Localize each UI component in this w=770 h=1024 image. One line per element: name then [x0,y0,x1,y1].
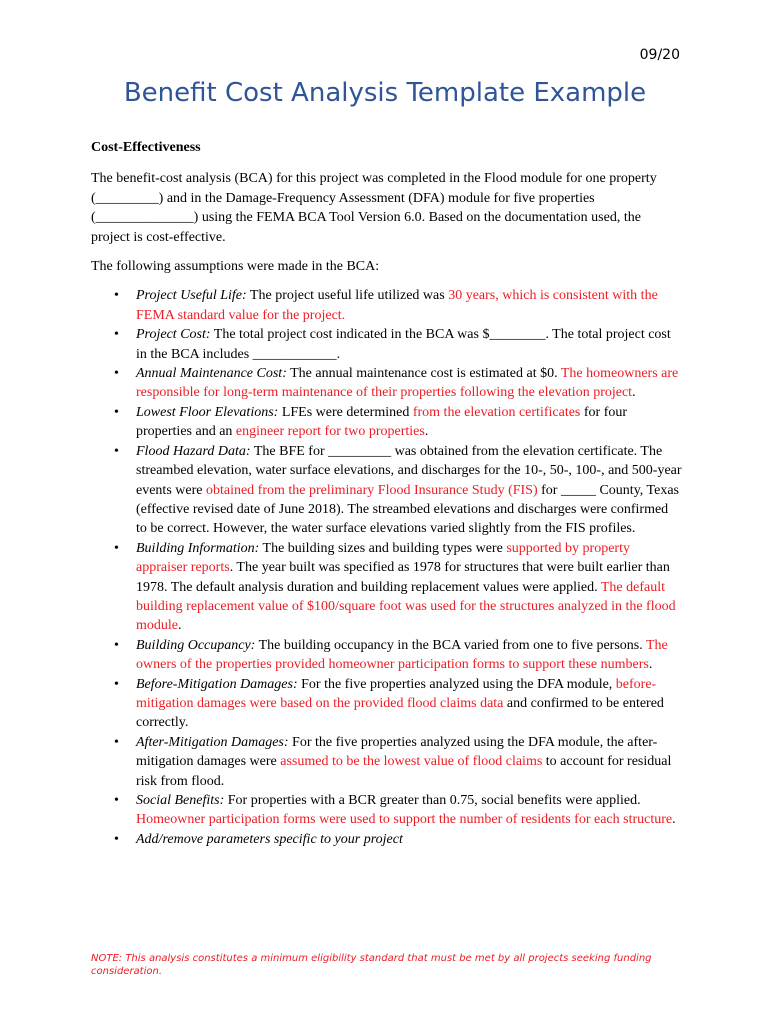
assumption-text: . [424,424,429,440]
assumption-item [114,442,682,539]
assumption-list [91,286,682,849]
highlighted-text: before-mitigation damages were based on the provided flood claims data [136,676,657,711]
assumption-text: for _____ County, Texas (effective revised date of June 2018). The streambed elevations and discharges were confirmed to be correct. However, the water surface elevations varied slightly from the FIS profiles. [136,482,679,537]
highlighted-text: 30 years, which is consistent with the FEMA standard value for the project. [136,288,658,323]
highlighted-text: The homeowners are responsible for long-term maintenance of their properties following the elevation project [136,366,679,401]
highlighted-text: from the elevation certificates [412,404,581,420]
bullet-icon: • [114,366,119,382]
bullet-icon: • [114,676,119,692]
assumption-item [114,364,682,403]
assumption-label: Add/remove parameters specific to your project [136,831,403,847]
assumption-text: for four properties and an [136,404,628,440]
highlighted-text: The default building replacement value of $100/square foot was used for the structures analyzed in the flood module [136,579,676,634]
assumption-label: Building Information: [136,540,260,556]
document-body [91,138,682,849]
assumption-label: Lowest Floor Elevations: [136,404,279,420]
assumption-label: Building Occupancy: [136,637,256,653]
assumption-text: For the five properties analyzed using the DFA module, the after-mitigation damages were [136,734,658,770]
assumption-text: to account for residual risk from flood. [136,754,672,789]
assumption-item [114,675,682,733]
assumption-item [114,791,682,830]
assumption-text: The project useful life utilized was [246,288,449,304]
assumption-label: Social Benefits: [136,793,225,808]
bullet-icon: • [114,734,119,750]
bullet-icon: • [114,443,119,459]
intro-paragraph: The benefit-cost analysis (BCA) for this project was completed in the Flood module for one property (_________) and in the Damage-Frequency Assessment (DFA) module for five properties (______________) using the FEMA BCA Tool Version 6.0. Based on the documentation used, the project is cost-effective. [91,171,657,245]
bullet-icon: • [114,831,119,847]
assumption-label: Project Cost: [136,327,211,343]
bullet-icon: • [114,637,119,653]
assumption-text: . [648,657,653,673]
assumption-text: For the five properties analyzed using the DFA module, [297,676,616,692]
highlighted-text: engineer report for two properties [235,424,425,440]
assumptions-intro: The following assumptions were made in the BCA: [91,259,380,275]
assumption-item [114,403,682,442]
assumption-text: The BFE for _________ was obtained from the elevation certificate. The streambed elevation, water surface elevations, and discharges for the 10-, 50-, 100-, and 500-year events were [136,443,682,498]
section-heading: Cost-Effectiveness [91,140,201,155]
highlighted-text: supported by property appraiser reports [136,540,630,576]
assumption-text: For properties with a BCR greater than 0.75, social benefits were applied. [224,793,641,808]
bullet-icon: • [114,540,119,556]
bullet-icon: • [114,793,119,808]
assumption-text: The building sizes and building types were [259,540,507,556]
assumption-text: The building occupancy in the BCA varied from one to five persons. [255,637,646,653]
document-title: Benefit Cost Analysis Template Example [123,78,647,108]
assumption-item [114,733,682,791]
bullet-icon: • [114,327,119,343]
highlighted-text: Homeowner participation forms were used to support the number of residents for each structure [136,812,673,828]
assumption-text: . [672,812,676,828]
assumption-text: . [632,385,636,401]
assumption-item [114,636,682,675]
page-date: 09/20 [639,47,680,63]
bullet-icon: • [114,404,119,420]
assumption-item [114,830,682,849]
highlighted-text: The owners of the properties provided homeowner participation forms to support these numbers [136,637,668,673]
assumption-item [114,325,682,364]
assumption-label: Flood Hazard Data: [136,443,251,459]
assumption-text: The annual maintenance cost is estimated at $0. [286,366,561,382]
assumption-item [114,286,682,325]
assumption-text: . The year built was specified as 1978 for structures that were built earlier than 1978. The default analysis duration and building replacement values were applied. [136,560,670,595]
assumption-item [114,539,682,636]
assumption-label: After-Mitigation Damages: [136,734,289,750]
assumption-label: Project Useful Life: [136,288,247,304]
highlighted-text: obtained from the preliminary Flood Insurance Study (FIS) [205,482,538,498]
assumption-text: LFEs were determined [278,404,413,420]
highlighted-text: assumed to be the lowest value of flood claims [280,754,543,770]
assumption-text: and confirmed to be entered correctly. [136,695,664,731]
assumption-text: The total project cost indicated in the BCA was $________. The total project cost in the BCA includes ____________. [136,327,671,362]
assumption-label: Annual Maintenance Cost: [136,366,287,382]
assumption-label: Before-Mitigation Damages: [136,676,298,692]
bullet-icon: • [114,288,119,304]
assumption-text: . [178,618,182,634]
footnote: NOTE: This analysis constitutes a minimum eligibility standard that must be met by all projects seeking funding consideration. [91,953,652,977]
